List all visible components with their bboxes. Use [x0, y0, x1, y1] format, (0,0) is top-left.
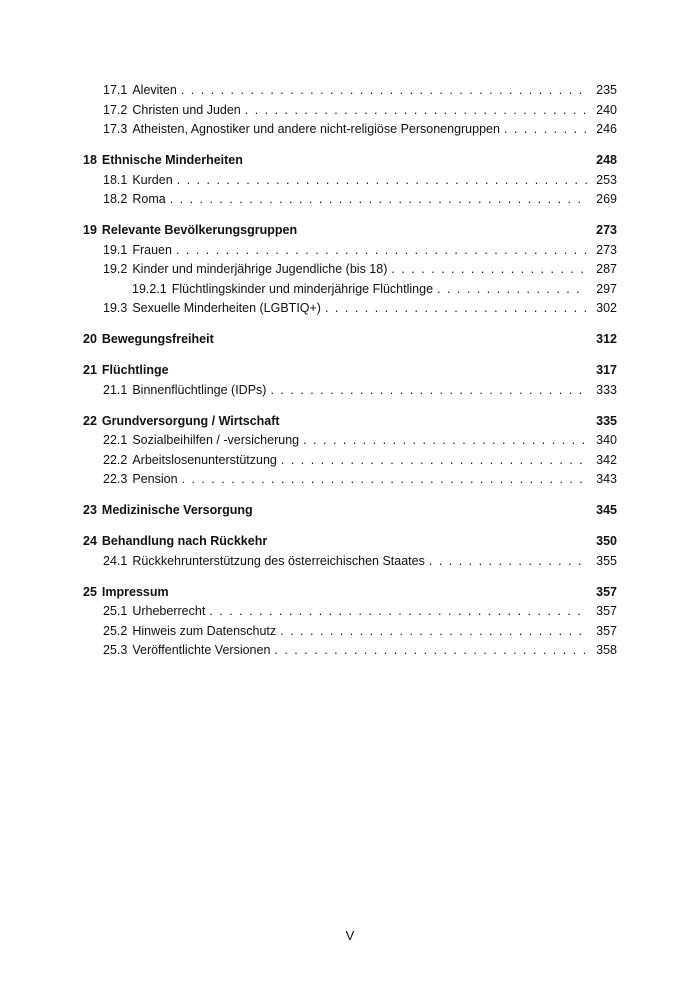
toc-entry-page: 333	[596, 382, 617, 397]
toc-entry-number: 18.1	[103, 172, 128, 187]
toc-entry-page: 355	[596, 553, 617, 568]
toc-chapter-entry[interactable]	[83, 151, 617, 171]
toc-section-entry[interactable]	[83, 431, 617, 451]
toc-entry-title: Flüchtlingskinder und minderjährige Flüchtlinge	[171, 281, 434, 296]
toc-entry-page: 269	[596, 192, 617, 206]
toc-entry-title: Kurden	[132, 172, 173, 187]
toc-entry-number: 19.2	[103, 262, 128, 276]
toc-entry-title: Bewegungsfreiheit	[101, 332, 214, 346]
toc-entry-page: 340	[596, 433, 617, 447]
toc-entry-number: 22	[83, 413, 97, 428]
toc-entry-page: 248	[596, 153, 617, 167]
toc-chapter-entry[interactable]	[83, 221, 617, 241]
toc-entry-title: Flüchtlinge	[101, 363, 169, 377]
toc-entry-number: 22.3	[103, 472, 128, 486]
toc-entry-number: 17.2	[103, 102, 128, 117]
toc-chapter-entry[interactable]	[83, 501, 617, 521]
toc-entry-title: Ethnische Minderheiten	[101, 153, 243, 167]
toc-chapter-entry[interactable]	[83, 412, 617, 432]
toc-chapter-entry[interactable]	[83, 361, 617, 381]
toc-entry-title: Impressum	[101, 584, 169, 599]
toc-entry-title: Sozialbeihilfen / -versicherung	[132, 433, 300, 447]
toc-dot-leader	[429, 552, 587, 572]
toc-chapter-entry[interactable]	[83, 583, 617, 603]
toc-entry-number: 24.1	[103, 553, 128, 568]
toc-entry-number: 25.3	[103, 643, 128, 657]
toc-entry-number: 17.1	[103, 83, 128, 97]
toc-entry-page: 317	[596, 363, 617, 377]
toc-entry-page: 335	[596, 413, 617, 428]
toc-section-entry[interactable]	[83, 470, 617, 490]
toc-entry-title: Grundversorgung / Wirtschaft	[101, 413, 280, 428]
toc-entry-page: 235	[596, 83, 617, 97]
toc-section-entry[interactable]	[83, 622, 617, 642]
toc-entry-page: 297	[596, 281, 617, 296]
toc-entry-page: 287	[596, 262, 617, 276]
toc-entry-page: 253	[596, 172, 617, 187]
toc-section-entry[interactable]	[83, 451, 617, 471]
toc-entry-page: 246	[596, 122, 617, 136]
toc-entry-page: 357	[596, 584, 617, 599]
toc-entry-number: 19.2.1	[132, 281, 167, 296]
toc-dot-leader	[437, 280, 587, 300]
toc-entry-number: 23	[83, 503, 97, 517]
toc-entry-number: 22.1	[103, 433, 128, 447]
toc-section-entry[interactable]	[83, 299, 617, 319]
toc-entry-title: Hinweis zum Datenschutz	[132, 623, 277, 638]
toc-entry-title: Binnenflüchtlinge (IDPs)	[132, 382, 267, 397]
toc-chapter-entry[interactable]	[83, 532, 617, 552]
toc-section-entry[interactable]	[83, 602, 617, 622]
toc-entry-number: 17.3	[103, 122, 128, 136]
toc-entry-number: 19.3	[103, 301, 128, 315]
toc-entry-page: 357	[596, 623, 617, 638]
toc-entry-title: Sexuelle Minderheiten (LGBTIQ+)	[132, 301, 321, 315]
toc-dot-leader	[245, 101, 587, 121]
toc-entry-page: 273	[596, 242, 617, 257]
toc-entry-page: 357	[596, 604, 617, 618]
toc-dot-leader	[325, 299, 587, 319]
toc-section-entry[interactable]	[83, 190, 617, 210]
toc-dot-leader	[176, 241, 587, 261]
toc-entry-title: Christen und Juden	[132, 102, 241, 117]
toc-section-entry[interactable]	[83, 81, 617, 101]
toc-entry-page: 342	[596, 452, 617, 467]
toc-dot-leader	[270, 381, 587, 401]
toc-entry-title: Arbeitslosenunterstützung	[132, 452, 277, 467]
toc-section-entry[interactable]	[83, 280, 617, 300]
table-of-contents	[83, 81, 617, 661]
toc-dot-leader	[391, 260, 587, 280]
toc-dot-leader	[209, 602, 587, 622]
toc-entry-title: Veröffentlichte Versionen	[132, 643, 271, 657]
toc-entry-number: 19	[83, 223, 97, 237]
toc-entry-number: 25.2	[103, 623, 128, 638]
toc-entry-title: Relevante Bevölkerungsgruppen	[101, 223, 298, 237]
toc-dot-leader	[177, 171, 587, 191]
toc-entry-number: 21	[83, 363, 97, 377]
toc-dot-leader	[274, 641, 587, 661]
toc-entry-title: Atheisten, Agnostiker und andere nicht-religiöse Personengruppen	[132, 122, 500, 136]
toc-entry-page: 302	[596, 301, 617, 315]
toc-entry-page: 350	[596, 534, 617, 548]
toc-section-entry[interactable]	[83, 641, 617, 661]
toc-entry-title: Behandlung nach Rückkehr	[101, 534, 268, 548]
toc-section-entry[interactable]	[83, 260, 617, 280]
toc-section-entry[interactable]	[83, 241, 617, 261]
toc-entry-number: 25	[83, 584, 97, 599]
toc-entry-page: 273	[596, 223, 617, 237]
toc-section-entry[interactable]	[83, 101, 617, 121]
toc-entry-number: 20	[83, 332, 97, 346]
toc-section-entry[interactable]	[83, 171, 617, 191]
toc-entry-title: Urheberrecht	[132, 604, 206, 618]
toc-dot-leader	[181, 81, 587, 101]
toc-dot-leader	[280, 622, 587, 642]
toc-dot-leader	[182, 470, 587, 490]
toc-entry-title: Pension	[132, 472, 178, 486]
toc-chapter-entry[interactable]	[83, 330, 617, 350]
toc-entry-title: Kinder und minderjährige Jugendliche (bis 18)	[132, 262, 388, 276]
toc-entry-title: Frauen	[132, 242, 172, 257]
toc-entry-number: 21.1	[103, 382, 128, 397]
toc-entry-number: 19.1	[103, 242, 128, 257]
toc-entry-number: 22.2	[103, 452, 128, 467]
toc-entry-page: 240	[596, 102, 617, 117]
toc-entry-title: Aleviten	[132, 83, 177, 97]
page-number: V	[345, 928, 355, 943]
toc-dot-leader	[170, 190, 587, 210]
toc-entry-page: 343	[596, 472, 617, 486]
toc-dot-leader	[281, 451, 587, 471]
toc-dot-leader	[303, 431, 587, 451]
toc-dot-leader	[504, 120, 587, 140]
toc-entry-number: 24	[83, 534, 97, 548]
toc-section-entry[interactable]	[83, 381, 617, 401]
toc-entry-page: 312	[596, 332, 617, 346]
toc-entry-page: 358	[596, 643, 617, 657]
toc-entry-page: 345	[596, 503, 617, 517]
toc-section-entry[interactable]	[83, 552, 617, 572]
toc-entry-title: Roma	[132, 192, 166, 206]
toc-entry-title: Medizinische Versorgung	[101, 503, 253, 517]
toc-section-entry[interactable]	[83, 120, 617, 140]
toc-entry-title: Rückkehrunterstützung des österreichischen Staates	[132, 553, 425, 568]
toc-entry-number: 25.1	[103, 604, 128, 618]
toc-entry-number: 18.2	[103, 192, 128, 206]
toc-entry-number: 18	[83, 153, 97, 167]
